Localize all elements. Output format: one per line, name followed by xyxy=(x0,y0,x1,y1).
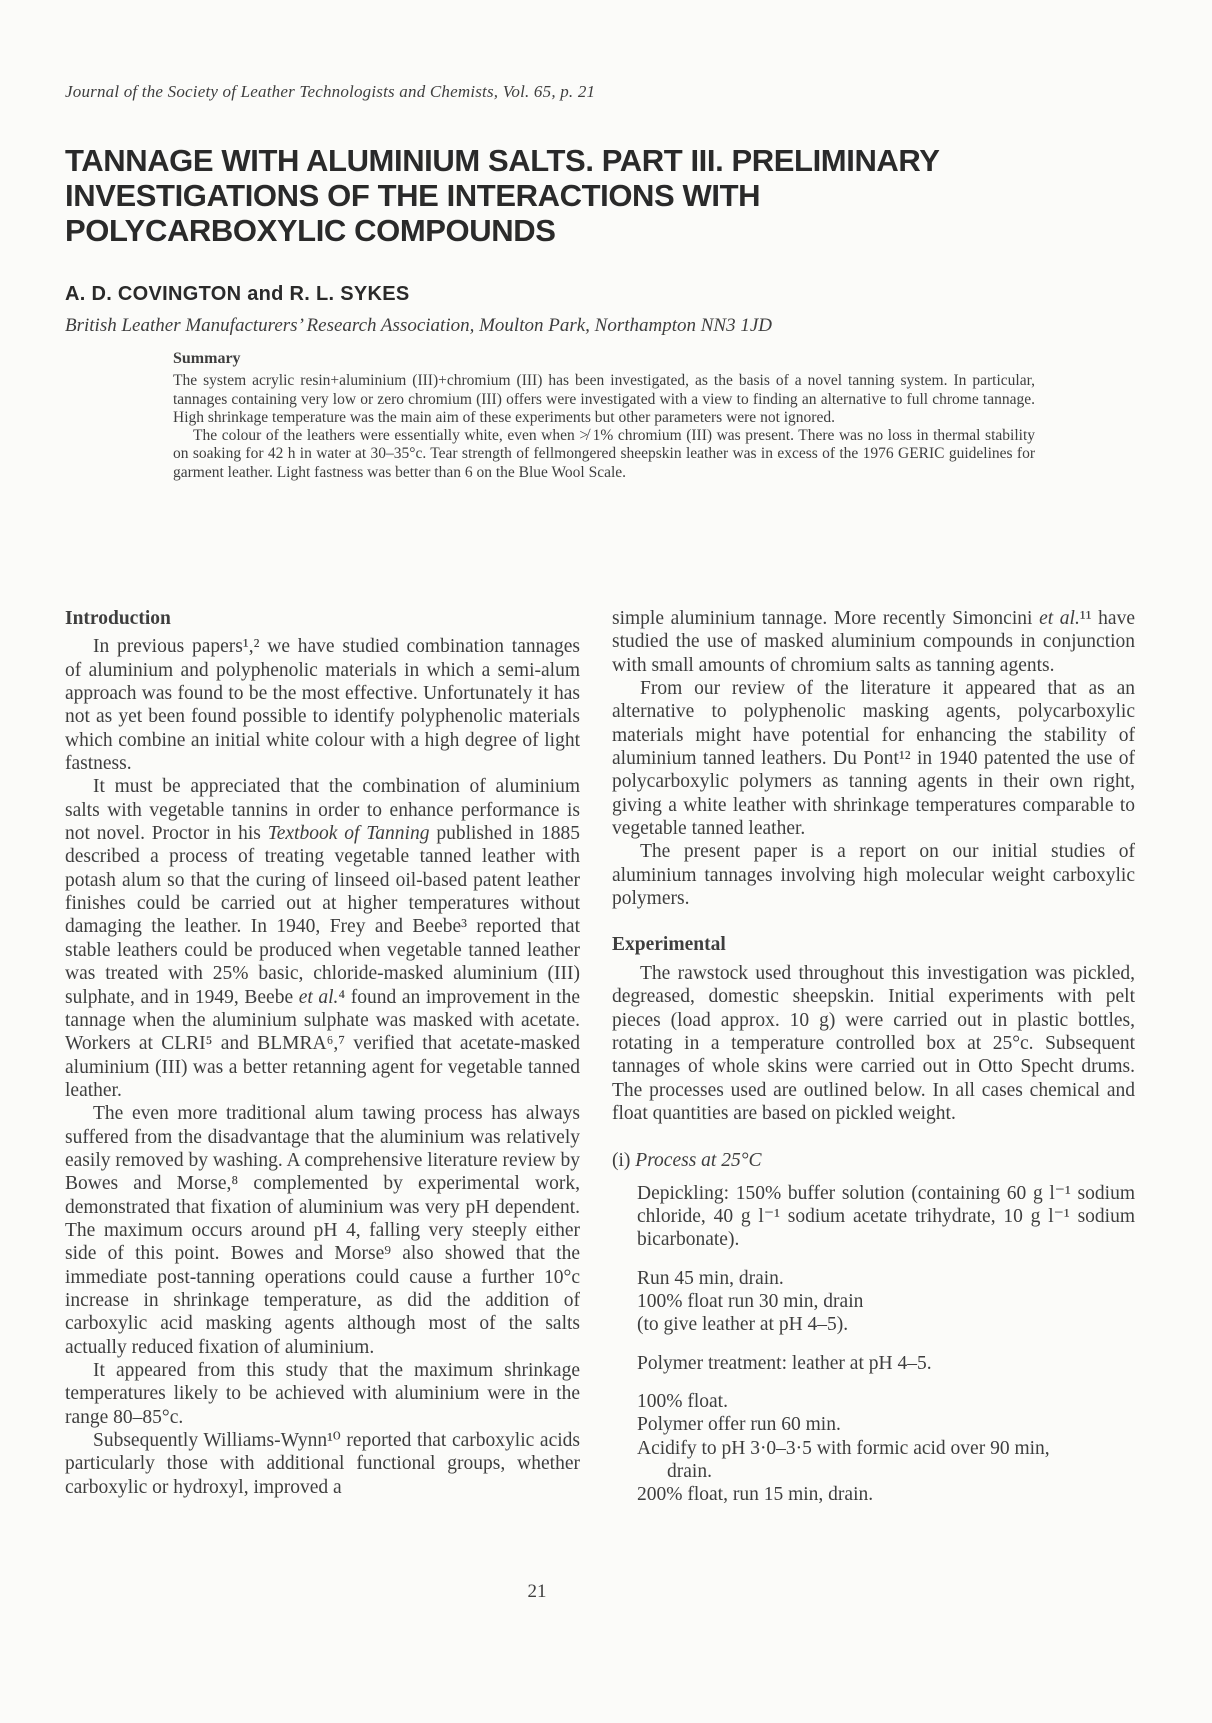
paper-title-line-3: POLYCARBOXYLIC COMPOUNDS xyxy=(65,213,556,248)
text-run: The rawstock used throughout this investigation was pickled, degreased, domestic sheepskin. Initial experiments with pelt pieces (load approx. 10 g) were carried out in plastic bottles, rotating in a temperature controlled box at 25°c. Subsequent tannages of whole skins were carried out in Otto Specht drums. The processes used are outlined below. In all cases chemical and float quantities are based on pickled weight. xyxy=(612,962,1135,1124)
text-run: published in 1885 described a process of treating vegetable tanned leather with potash alum so that the curing of linseed oil-based patent leather finishes could be carried out at higher temperatures without damaging the leather. In 1940, Frey and Beebe³ reported that stable leathers could be produced when vegetable tanned leather was treated with 25% basic, chloride-masked aluminium (III) sulphate, and in 1949, Beebe xyxy=(65,823,581,1008)
text-run: The present paper is a report on our initial studies of aluminium tannages involving high molecular weight carboxylic polymers. xyxy=(612,841,1135,910)
process-line: 200% float, run 15 min, drain. xyxy=(637,1484,874,1506)
text-run: et al. xyxy=(298,986,339,1008)
right-column xyxy=(612,607,1135,1507)
paragraph xyxy=(612,677,1135,840)
process-line: (to give leather at pH 4–5). xyxy=(637,1314,849,1336)
process-line: Run 45 min, drain. xyxy=(637,1267,784,1289)
paragraph xyxy=(637,1182,1135,1252)
process-block xyxy=(637,1390,1135,1507)
text-run: Depickling: 150% buffer solution (containing 60 g l⁻¹ sodium chloride, 40 g l⁻¹ sodium acetate trihydrate, 10 g l⁻¹ sodium bicarbonate). xyxy=(637,1182,1135,1251)
text-run: ⁴ found an improvement in the tannage when the aluminium sulphate was masked with acetate. Workers at CLRI⁵ and BLMRA⁶,⁷ verified that acetate-masked aluminium (III) was a better retanning agent for vegetable tanned leather. xyxy=(65,986,580,1101)
paragraph xyxy=(65,635,580,775)
paragraph xyxy=(612,840,1135,910)
summary-paragraph xyxy=(173,372,1035,427)
page-number: 21 xyxy=(527,1581,547,1602)
subsection-heading xyxy=(612,1149,1135,1172)
text-run: Process at 25°C xyxy=(635,1150,762,1172)
text-run: In previous papers¹,² we have studied combination tannages of aluminium and polyphenolic materials in which a semi-alum approach was found to be the most effective. Unfortunately it has not as yet been found possible to identify polyphenolic materials which combine an initial white colour with a high degree of light fastness. xyxy=(65,636,580,775)
paragraph xyxy=(612,962,1135,1125)
paragraph xyxy=(65,1429,580,1499)
paper-title-line-1: TANNAGE WITH ALUMINIUM SALTS. PART III. PRELIMINARY xyxy=(65,143,940,178)
process-block xyxy=(637,1352,1135,1375)
paper-title-line-2: INVESTIGATIONS OF THE INTERACTIONS WITH xyxy=(65,178,761,213)
summary-heading: Summary xyxy=(173,350,241,367)
text-run: et al. xyxy=(1039,608,1080,629)
affiliation-line: British Leather Manufacturers’ Research Association, Moulton Park, Northampton NN3 1JD xyxy=(65,315,773,336)
text-run: Textbook of Tanning xyxy=(267,823,430,845)
process-block xyxy=(637,1267,1135,1337)
left-column xyxy=(65,607,580,1507)
text-run: ¹¹ have studied the use of masked aluminium compounds in conjunction with small amounts of chromium salts as tanning agents. xyxy=(612,608,1135,676)
text-run: simple aluminium tannage. More recently Simoncini xyxy=(612,608,1040,629)
process-line: Polymer treatment: leather at pH 4–5. xyxy=(637,1352,932,1374)
two-column-body xyxy=(65,607,1135,1507)
summary-paragraphs xyxy=(173,372,1035,482)
authors-line: A. D. COVINGTON and R. L. SYKES xyxy=(65,283,410,305)
text-run: Subsequently Williams-Wynn¹⁰ reported that carboxylic acids particularly those with additional functional groups, whether carboxylic or hydroxyl, improved a xyxy=(65,1430,580,1498)
process-line: Acidify to pH 3·0–3·5 with formic acid over 90 min, xyxy=(637,1437,1050,1459)
process-line: Polymer offer run 60 min. xyxy=(637,1414,841,1436)
text-run: The even more traditional alum tawing process has always suffered from the disadvantage that the aluminium was relatively easily removed by washing. A comprehensive literature review by Bowes and Morse,⁸ complemented by experimental work, demonstrated that fixation of aluminium was very pH dependent. The maximum occurs around pH 4, falling very steeply either side of this point. Bowes and Morse⁹ also showed that the immediate post-tanning operations could cause a further 10°c increase in shrinkage temperature, as did the addition of carboxylic acid masking agents although most of the salts actually reduced fixation of aluminium. xyxy=(65,1103,580,1358)
text-run: (i) xyxy=(612,1150,636,1172)
text-run: It must be appreciated that the combination of aluminium salts with vegetable tannins in order to enhance performance is not novel. Proctor in his xyxy=(65,776,580,845)
paragraph xyxy=(65,775,580,1102)
summary-paragraph xyxy=(173,427,1035,482)
summary-section xyxy=(173,350,1035,482)
paragraph xyxy=(612,607,1135,677)
journal-citation-line: Journal of the Society of Leather Technologists and Chemists, Vol. 65, p. 21 xyxy=(65,82,596,101)
process-line: 100% float run 30 min, drain xyxy=(637,1290,864,1312)
text-run: It appeared from this study that the maximum shrinkage temperatures likely to be achieved with aluminium were in the range 80–85°c. xyxy=(65,1360,580,1428)
process-line: 100% float. xyxy=(637,1390,728,1412)
process-line: drain. xyxy=(667,1461,712,1482)
text-run: From our review of the literature it appeared that as an alternative to polyphenolic masking agents, polycarboxylic materials might have potential for enhancing the stability of aluminium tanned leathers. Du Pont¹² in 1940 patented the use of polycarboxylic polymers as tanning agents in their own right, giving a white leather with shrinkage temperatures comparable to vegetable tanned leather. xyxy=(612,678,1135,840)
paragraph xyxy=(65,1359,580,1429)
paper-title xyxy=(65,143,1095,248)
paragraph xyxy=(65,1102,580,1359)
section-heading: Experimental xyxy=(612,934,726,956)
text-run: The system acrylic resin+aluminium (III)+chromium (III) has been investigated, as the basis of a novel tanning system. In particular, tannages containing very low or zero chromium (III) offers were investigated with a view to finding an alternative to full chrome tannage. High shrinkage temperature was the main aim of these experiments but other parameters were not ignored. xyxy=(173,372,1035,426)
section-heading: Introduction xyxy=(65,608,171,629)
text-run: The colour of the leathers were essentially white, even when ≯ 1% chromium (III) was present. There was no loss in thermal stability on soaking for 42 h in water at 30–35°c. Tear strength of fellmongered sheepskin leather was in excess of the 1976 GERIC guidelines for garment leather. Light fastness was better than 6 on the Blue Wool Scale. xyxy=(173,427,1035,481)
